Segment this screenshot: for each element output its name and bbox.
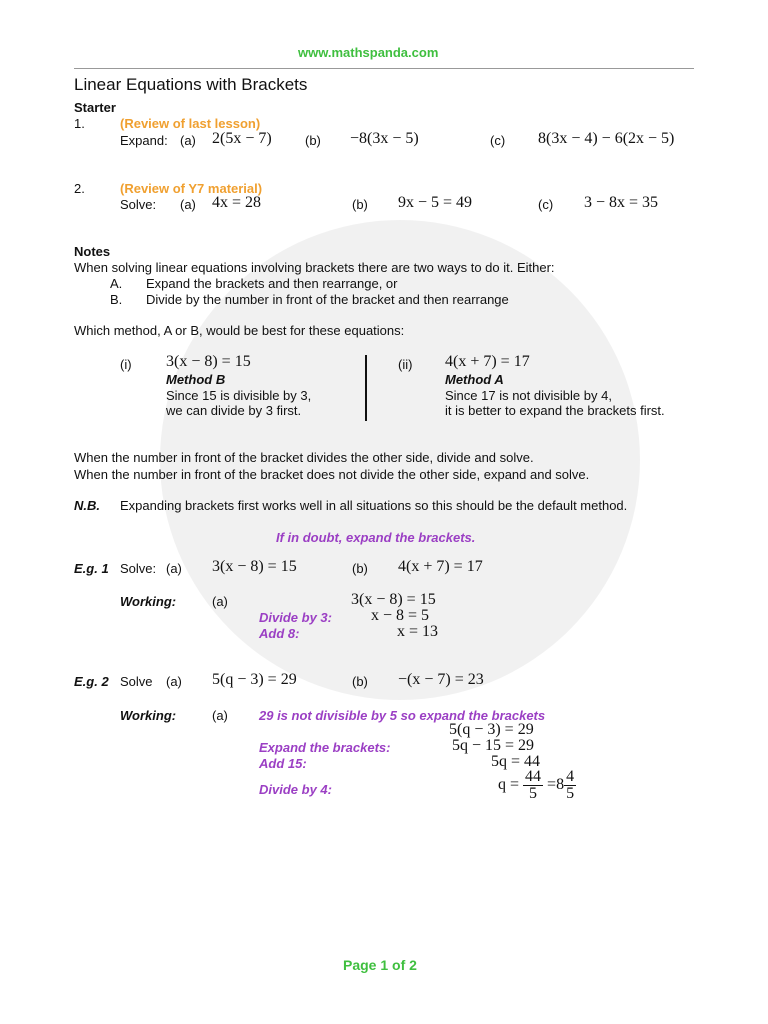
example-ii-method: Method A — [445, 372, 504, 387]
method-a-label: A. — [110, 276, 123, 291]
example-ii-expr: 4(x + 7) = 17 — [445, 353, 530, 370]
tip-text: If in doubt, expand the brackets. — [276, 530, 476, 545]
eg1-step: 3(x − 8) = 15 — [351, 591, 436, 608]
example-i-label: (i) — [120, 357, 132, 372]
eg1-b-label: (b) — [352, 561, 368, 576]
eg1-a-expr: 3(x − 8) = 15 — [212, 558, 297, 575]
eg2-b-label: (b) — [352, 674, 368, 689]
eg2-fraction-den: 5 — [529, 785, 538, 802]
eg2-reason: 29 is not divisible by 5 so expand the brackets — [259, 708, 546, 723]
q2-number: 2. — [74, 181, 85, 196]
eg2-step-note: Divide by 4: — [259, 782, 332, 797]
eg2-mixed-den: 5 — [566, 785, 575, 802]
q2-c-label: (c) — [538, 197, 554, 212]
eg2-fraction — [523, 769, 543, 802]
eg1-working: Working: — [120, 594, 177, 609]
eg1-step-note: Divide by 3: — [259, 610, 332, 625]
q1-note: (Review of last lesson) — [120, 116, 261, 131]
eg2-lead: Solve — [120, 674, 153, 689]
q2-lead: Solve: — [120, 197, 157, 212]
site-url[interactable]: www.mathspanda.com — [298, 45, 439, 60]
example-i-line2: we can divide by 3 first. — [166, 403, 302, 418]
q2-b-expr: 9x − 5 = 49 — [398, 194, 473, 211]
eg2-final-eq: = — [547, 776, 557, 794]
eg1-step-note: Add 8: — [259, 626, 300, 641]
q1-a-expr: 2(5x − 7) — [212, 130, 272, 147]
divider-line — [365, 355, 367, 421]
q2-b-label: (b) — [352, 197, 368, 212]
eg1-label: E.g. 1 — [74, 561, 109, 576]
q2-c-expr: 3 − 8x = 35 — [584, 194, 659, 211]
eg1-b-expr: 4(x + 7) = 17 — [398, 558, 483, 575]
page-number: Page 1 of 2 — [343, 957, 417, 973]
eg2-fraction-num: 44 — [525, 768, 542, 785]
example-i-method: Method B — [166, 372, 226, 387]
eg2-working-label: (a) — [212, 708, 228, 723]
method-a-text: Expand the brackets and then rearrange, or — [146, 276, 398, 291]
nb-label: N.B. — [74, 498, 100, 513]
example-ii-line1: Since 17 is not divisible by 4, — [445, 388, 612, 403]
eg2-final-step — [498, 769, 576, 802]
example-i-expr: 3(x − 8) = 15 — [166, 353, 251, 370]
eg1-working-label: (a) — [212, 594, 228, 609]
eg1-a-label: (a) — [166, 561, 182, 576]
q2-a-label: (a) — [180, 197, 196, 212]
eg2-label: E.g. 2 — [74, 674, 109, 689]
q1-a-label: (a) — [180, 133, 196, 148]
page-title: Linear Equations with Brackets — [74, 75, 308, 94]
example-i-line1: Since 15 is divisible by 3, — [166, 388, 312, 403]
eg2-step: 5q = 44 — [491, 753, 541, 770]
starter-heading: Starter — [74, 100, 116, 115]
q1-c-label: (c) — [490, 133, 506, 148]
nb-text: Expanding brackets first works well in all situations so this should be the default method. — [120, 498, 628, 513]
method-b-label: B. — [110, 292, 123, 307]
eg2-mixed-fraction — [564, 769, 576, 802]
q1-c-expr: 8(3x − 4) − 6(2x − 5) — [538, 130, 675, 147]
q1-number: 1. — [74, 116, 85, 131]
eg2-step-note: Add 15: — [259, 756, 307, 771]
eg1-lead: Solve: — [120, 561, 157, 576]
eg2-step: 5q − 15 = 29 — [452, 737, 535, 754]
notes-heading: Notes — [74, 244, 111, 259]
notes-question: Which method, A or B, would be best for these equations: — [74, 323, 405, 338]
eg2-mixed-num: 4 — [566, 768, 575, 785]
eg2-a-label: (a) — [166, 674, 182, 689]
q2-note: (Review of Y7 material) — [120, 181, 263, 196]
header-rule — [74, 68, 694, 69]
rule-expand: When the number in front of the bracket does not divide the other side, expand and solve. — [74, 467, 590, 482]
method-b-text: Divide by the number in front of the bracket and then rearrange — [146, 292, 509, 307]
eg2-final-lhs: q = — [498, 776, 520, 794]
q2-a-expr: 4x = 28 — [212, 194, 262, 211]
example-ii-label: (ii) — [398, 357, 413, 372]
eg2-working: Working: — [120, 708, 177, 723]
eg2-a-expr: 5(q − 3) = 29 — [212, 671, 297, 688]
q1-lead: Expand: — [120, 133, 168, 148]
eg2-mixed-whole: 8 — [556, 776, 565, 794]
q1-b-label: (b) — [305, 133, 321, 148]
example-ii-line2: it is better to expand the brackets first. — [445, 403, 665, 418]
eg2-step: 5(q − 3) = 29 — [449, 721, 534, 738]
eg1-step: x = 13 — [397, 623, 439, 640]
q1-b-expr: −8(3x − 5) — [350, 130, 419, 147]
eg2-b-expr: −(x − 7) = 23 — [398, 671, 484, 688]
notes-intro: When solving linear equations involving brackets there are two ways to do it. Either: — [74, 260, 555, 275]
eg2-step-note: Expand the brackets: — [259, 740, 391, 755]
eg1-step: x − 8 = 5 — [371, 607, 430, 624]
rule-divide: When the number in front of the bracket divides the other side, divide and solve. — [74, 450, 534, 465]
